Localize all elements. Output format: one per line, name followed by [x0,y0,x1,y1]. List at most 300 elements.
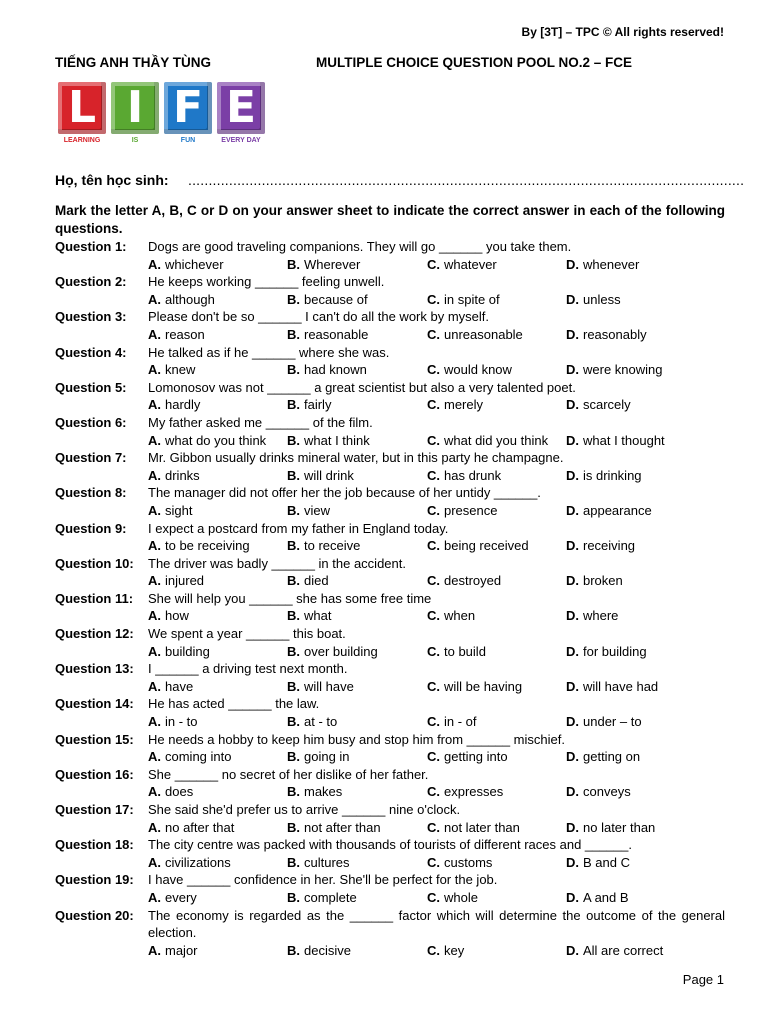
option-text: drinks [165,467,200,483]
question-label: Question 8: [55,485,127,501]
option-text: whenever [583,256,640,272]
option-text: where [583,608,619,624]
option-b[interactable] [287,942,351,960]
option-a[interactable] [148,643,210,661]
question-stem: The city centre was packed with thousands of tourists of different races and ______. [148,837,632,853]
option-text: scarcely [583,397,631,413]
option-c[interactable] [427,783,503,801]
option-d[interactable] [566,783,631,801]
option-letter: C. [427,432,440,448]
option-text: every [165,889,197,905]
question-item [55,766,725,801]
question-item [55,871,725,906]
option-b[interactable] [287,678,354,696]
option-text: because of [304,291,368,307]
option-d[interactable] [566,942,663,960]
question-item [55,836,725,871]
question-label: Question 14: [55,696,134,712]
option-letter: A. [148,467,161,483]
question-stem: We spent a year ______ this boat. [148,626,346,642]
question-label: Question 10: [55,555,134,571]
option-letter: B. [287,942,300,958]
option-a[interactable] [148,713,198,731]
option-a[interactable] [148,467,200,485]
question-stem: I ______ a driving test next month. [148,661,348,677]
option-letter: D. [566,749,579,765]
option-text: no after that [165,819,235,835]
option-text: has drunk [444,467,502,483]
option-text: knew [165,362,196,378]
option-d[interactable] [566,502,652,520]
option-text: were knowing [583,362,663,378]
option-letter: B. [287,573,300,589]
option-text: to build [444,643,486,659]
question-item [55,660,725,695]
question-stem: The economy is regarded as the ______ factor which will determine the outcome of the general election. [148,907,725,941]
option-text: whatever [444,256,497,272]
question-label: Question 9: [55,520,127,536]
option-letter: A. [148,889,161,905]
option-letter: C. [427,889,440,905]
option-text: being received [444,538,529,554]
option-c[interactable] [427,432,548,450]
option-b[interactable] [287,607,331,625]
question-label: Question 6: [55,414,127,430]
option-text: what [304,608,332,624]
life-logo [58,82,268,148]
option-letter: B. [287,784,300,800]
option-a[interactable] [148,678,193,696]
logo-caption-fun: FUN [180,137,196,144]
option-text: coming into [165,749,232,765]
option-c[interactable] [427,643,486,661]
logo-tile-i: I [111,82,159,134]
option-text: in - of [444,714,477,730]
option-letter: D. [566,573,579,589]
option-text: for building [583,643,647,659]
option-letter: A. [148,538,161,554]
option-text: had known [304,362,367,378]
option-b[interactable] [287,361,367,379]
option-letter: B. [287,714,300,730]
option-a[interactable] [148,291,215,309]
option-text: to receive [304,538,361,554]
question-label: Question 5: [55,379,127,395]
option-text: fairly [304,397,332,413]
option-letter: C. [427,608,440,624]
option-text: civilizations [165,854,231,870]
question-stem: He has acted ______ the law. [148,696,320,712]
question-stem: Dogs are good traveling companions. They will go ______ you take them. [148,239,572,254]
question-stem: He keeps working ______ feeling unwell. [148,274,385,290]
option-text: under – to [583,714,642,730]
option-text: although [165,291,215,307]
option-c[interactable] [427,748,508,766]
brand-name: TIẾNG ANH THẦY TÙNG [55,55,212,70]
option-text: complete [304,889,357,905]
option-letter: A. [148,256,161,272]
option-b[interactable] [287,537,360,555]
option-letter: D. [566,889,579,905]
option-letter: C. [427,749,440,765]
option-text: presence [444,502,498,518]
question-stem: I have ______ confidence in her. She'll be perfect for the job. [148,872,498,888]
option-d[interactable] [566,854,630,872]
option-text: in - to [165,714,198,730]
option-letter: D. [566,942,579,958]
question-list [55,238,725,959]
option-letter: B. [287,819,300,835]
question-stem: He needs a hobby to keep him busy and stop him from ______ mischief. [148,731,565,747]
option-letter: C. [427,819,440,835]
option-b[interactable] [287,643,378,661]
question-item [55,590,725,625]
option-text: no later than [583,819,656,835]
option-b[interactable] [287,854,350,872]
option-a[interactable] [148,607,189,625]
option-c[interactable] [427,572,501,590]
option-text: will drink [304,467,354,483]
option-letter: D. [566,502,579,518]
option-letter: A. [148,608,161,624]
option-b[interactable] [287,432,370,450]
option-letter: C. [427,942,440,958]
option-letter: D. [566,362,579,378]
option-text: unless [583,291,621,307]
option-letter: A. [148,854,161,870]
option-c[interactable] [427,467,501,485]
question-label: Question 2: [55,274,127,290]
question-stem: Mr. Gibbon usually drinks mineral water, but in this party he champagne. [148,450,564,466]
option-b[interactable] [287,256,360,274]
question-item [55,308,725,343]
question-item [55,907,725,960]
option-c[interactable] [427,678,522,696]
option-letter: C. [427,714,440,730]
option-letter: B. [287,538,300,554]
option-c[interactable] [427,607,475,625]
option-a[interactable] [148,748,231,766]
option-b[interactable] [287,396,331,414]
option-d[interactable] [566,432,665,450]
option-letter: C. [427,291,440,307]
option-b[interactable] [287,713,337,731]
option-c[interactable] [427,502,497,520]
option-letter: B. [287,467,300,483]
option-text: Wherever [304,256,361,272]
question-label: Question 12: [55,626,134,642]
option-a[interactable] [148,854,231,872]
option-letter: A. [148,432,161,448]
option-a[interactable] [148,783,193,801]
copyright-notice: By [3T] – TPC © All rights reserved! [521,25,724,39]
option-a[interactable] [148,256,224,274]
logo-tile-e: E [217,82,265,134]
question-item [55,379,725,414]
question-label: Question 17: [55,802,134,817]
option-c[interactable] [427,291,500,309]
option-text: reasonable [304,326,369,342]
question-label: Question 7: [55,450,127,466]
option-letter: A. [148,678,161,694]
option-letter: B. [287,432,300,448]
option-text: conveys [583,784,631,800]
option-letter: B. [287,749,300,765]
option-text: whole [444,889,478,905]
option-letter: A. [148,291,161,307]
option-letter: A. [148,749,161,765]
question-item [55,555,725,590]
option-letter: A. [148,942,161,958]
document-title: MULTIPLE CHOICE QUESTION POOL NO.2 – FCE [316,55,633,70]
question-item [55,344,725,379]
option-text: cultures [304,854,350,870]
option-d[interactable] [566,819,655,837]
question-stem: I expect a postcard from my father in England today. [148,520,449,536]
option-letter: C. [427,678,440,694]
option-letter: C. [427,784,440,800]
option-letter: D. [566,854,579,870]
option-b[interactable] [287,889,357,907]
option-letter: A. [148,502,161,518]
question-label: Question 11: [55,590,134,606]
option-text: will be having [444,678,523,694]
option-text: hardly [165,397,201,413]
option-letter: B. [287,362,300,378]
option-d[interactable] [566,361,663,379]
option-a[interactable] [148,572,204,590]
option-letter: B. [287,608,300,624]
option-text: what do you think [165,432,267,448]
option-a[interactable] [148,361,195,379]
option-d[interactable] [566,291,621,309]
option-d[interactable] [566,537,635,555]
question-stem: The driver was badly ______ in the accident. [148,555,406,571]
option-d[interactable] [566,572,623,590]
option-text: view [304,502,331,518]
option-text: died [304,573,329,589]
option-d[interactable] [566,607,618,625]
option-letter: B. [287,854,300,870]
question-stem: She will help you ______ she has some free time [148,590,432,606]
option-letter: D. [566,397,579,413]
option-d[interactable] [566,678,658,696]
option-text: A and B [583,889,629,905]
question-item [55,414,725,449]
option-b[interactable] [287,748,350,766]
option-text: how [165,608,189,624]
option-text: at - to [304,714,338,730]
question-stem: Please don't be so ______ I can't do all the work by myself. [148,309,489,325]
question-label: Question 20: [55,907,134,923]
question-item [55,731,725,766]
option-d[interactable] [566,467,642,485]
option-letter: C. [427,854,440,870]
option-text: destroyed [444,573,502,589]
question-label: Question 4: [55,344,127,360]
option-a[interactable] [148,942,198,960]
option-text: decisive [304,942,351,958]
option-a[interactable] [148,537,250,555]
option-text: All are correct [583,942,664,958]
option-d[interactable] [566,256,639,274]
option-text: appearance [583,502,652,518]
option-text: unreasonable [444,326,523,342]
option-letter: C. [427,256,440,272]
option-c[interactable] [427,361,512,379]
logo-caption-is: IS [131,137,139,144]
student-name-label: Họ, tên học sinh: [55,172,169,188]
question-label: Question 3: [55,309,127,325]
student-name-field[interactable]: ........................................................................................................................................ [188,172,745,188]
option-b[interactable] [287,783,342,801]
option-letter: B. [287,326,300,342]
option-text: B and C [583,854,630,870]
option-text: not after than [304,819,381,835]
option-letter: A. [148,397,161,413]
question-item [55,695,725,730]
option-text: does [165,784,194,800]
option-d[interactable] [566,643,647,661]
option-letter: A. [148,573,161,589]
question-label: Question 19: [55,872,134,888]
option-c[interactable] [427,256,497,274]
logo-tile-f: F [164,82,212,134]
option-c[interactable] [427,819,520,837]
question-item [55,625,725,660]
question-item [55,449,725,484]
option-c[interactable] [427,537,529,555]
question-stem: She ______ no secret of her dislike of her father. [148,766,429,782]
option-c[interactable] [427,942,464,960]
question-label: Question 16: [55,766,134,782]
option-text: broken [583,573,623,589]
question-label: Question 18: [55,837,134,853]
option-text: sight [165,502,193,518]
option-text: reason [165,326,205,342]
option-letter: C. [427,502,440,518]
option-text: customs [444,854,493,870]
option-a[interactable] [148,432,266,450]
option-d[interactable] [566,396,631,414]
question-stem: She said she'd prefer us to arrive ______ nine o'clock. [148,802,461,817]
option-text: reasonably [583,326,647,342]
option-letter: D. [566,714,579,730]
option-b[interactable] [287,467,354,485]
question-item [55,484,725,519]
option-c[interactable] [427,326,523,344]
option-text: have [165,678,194,694]
option-a[interactable] [148,889,197,907]
logo-caption-learning: LEARNING [63,137,101,144]
option-text: key [444,942,465,958]
option-d[interactable] [566,889,629,907]
option-text: receiving [583,538,636,554]
option-letter: A. [148,714,161,730]
question-stem: Lomonosov was not ______ a great scientist but also a very talented poet. [148,379,576,395]
question-stem: My father asked me ______ of the film. [148,414,373,430]
option-text: when [444,608,476,624]
option-text: what I think [304,432,370,448]
option-text: what did you think [444,432,549,448]
question-stem: He talked as if he ______ where she was. [148,344,390,360]
option-letter: D. [566,784,579,800]
question-item [55,520,725,555]
option-letter: A. [148,326,161,342]
option-letter: C. [427,326,440,342]
option-a[interactable] [148,396,200,414]
option-text: will have had [583,678,659,694]
option-c[interactable] [427,713,477,731]
option-b[interactable] [287,326,368,344]
option-text: would know [444,362,512,378]
option-b[interactable] [287,572,329,590]
option-letter: B. [287,502,300,518]
option-text: not later than [444,819,520,835]
option-text: makes [304,784,343,800]
option-text: over building [304,643,378,659]
option-d[interactable] [566,748,640,766]
option-letter: A. [148,819,161,835]
option-letter: D. [566,291,579,307]
option-letter: C. [427,643,440,659]
option-letter: B. [287,256,300,272]
option-b[interactable] [287,819,381,837]
option-letter: B. [287,643,300,659]
option-letter: B. [287,889,300,905]
option-a[interactable] [148,502,192,520]
option-text: is drinking [583,467,642,483]
option-d[interactable] [566,326,647,344]
option-letter: D. [566,467,579,483]
question-label: Question 1: [55,239,127,254]
option-text: what I thought [583,432,665,448]
option-d[interactable] [566,713,642,731]
option-letter: C. [427,573,440,589]
option-letter: D. [566,538,579,554]
option-text: major [165,942,198,958]
question-label: Question 15: [55,731,134,747]
option-c[interactable] [427,889,478,907]
option-b[interactable] [287,291,368,309]
option-a[interactable] [148,326,205,344]
option-letter: D. [566,432,579,448]
option-text: injured [165,573,205,589]
option-text: building [165,643,210,659]
option-c[interactable] [427,854,492,872]
option-text: merely [444,397,484,413]
page-number: Page 1 [682,972,724,987]
option-text: whichever [165,256,224,272]
option-a[interactable] [148,819,234,837]
option-text: in spite of [444,291,500,307]
option-letter: B. [287,678,300,694]
option-text: going in [304,749,350,765]
option-letter: D. [566,643,579,659]
option-c[interactable] [427,396,483,414]
question-item [55,238,725,273]
option-b[interactable] [287,502,330,520]
option-text: getting into [444,749,508,765]
option-letter: A. [148,643,161,659]
option-letter: D. [566,678,579,694]
option-letter: C. [427,467,440,483]
option-letter: B. [287,291,300,307]
logo-tile-l: L [58,82,106,134]
instructions: Mark the letter A, B, C or D on your answer sheet to indicate the correct answer in each of the following questions. [55,203,725,236]
option-letter: C. [427,362,440,378]
option-letter: A. [148,362,161,378]
